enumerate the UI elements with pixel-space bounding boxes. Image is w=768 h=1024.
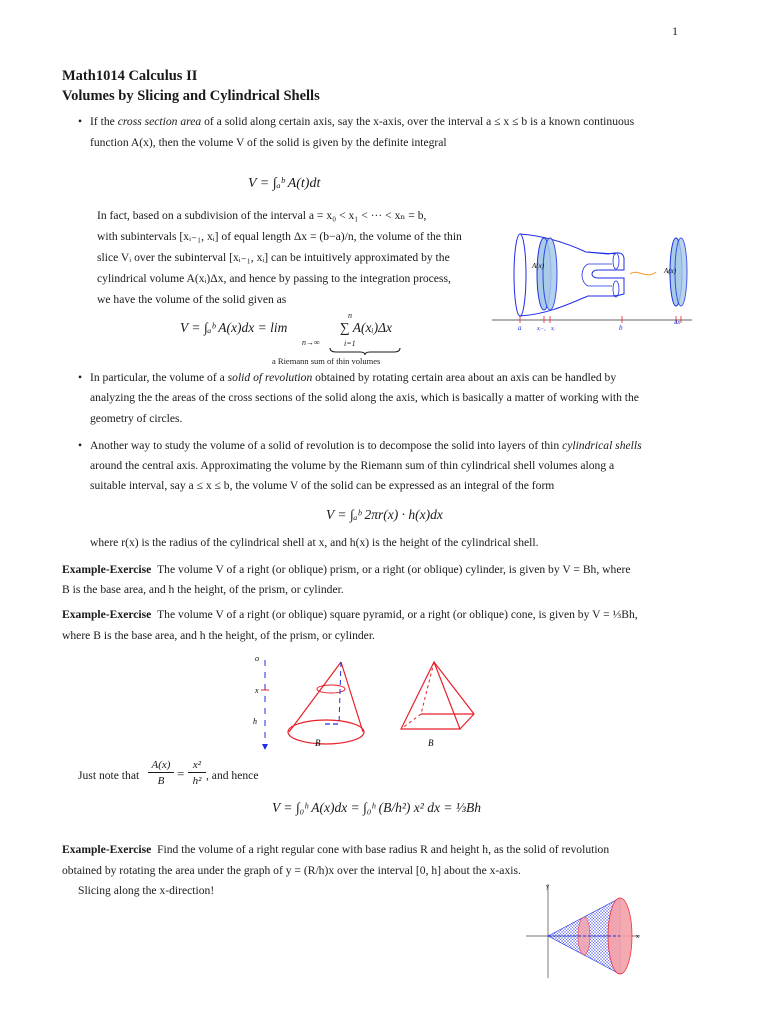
example3-line-2: obtained by rotating the area under the graph of y = (R/h)x over the interval [0, h] about the x-axis. [62, 864, 521, 877]
shells-formula: V = ∫ₐᵇ 2πr(x) · h(x)dx [326, 507, 443, 522]
subdivision-line-5: we have the volume of the solid given as [97, 293, 287, 306]
revolution-line-3: geometry of circles. [90, 412, 183, 425]
pyramid-base-label: B [428, 738, 434, 748]
example1-line-2: B is the base area, and h the height, of the prism, or cylinder. [62, 583, 344, 596]
note-frac2-den: h² [192, 775, 202, 787]
shells-line-1 [90, 436, 682, 456]
intro-formula: V = ∫ₐᵇ A(t)dt [248, 176, 321, 191]
note-frac-den: B [157, 775, 165, 787]
riemann-sum-top: n [348, 311, 352, 320]
slice-label-ax-right: A(x) [664, 267, 677, 275]
isolated-slice-back [675, 238, 687, 306]
subdivision-line-1: In fact, based on a subdivision of the interval a = x₀ < x₁ < ··· < xₙ = b, [97, 209, 427, 222]
upper-tube-end [613, 253, 619, 269]
example1-text: The volume V of a right (or oblique) prism, or a right (or oblique) cylinder, is given by V = Bh, where [157, 563, 631, 576]
note-text-a: Just note that [78, 769, 140, 782]
intro-text-a: If the [90, 115, 118, 128]
u-bend [582, 264, 588, 286]
cone-base-label: B [315, 738, 321, 748]
cone [288, 662, 364, 744]
subdivision-line-4: cylindrical volume A(xᵢ)Δx, and hence by passing to the integration process, [97, 272, 451, 285]
riemann-sum-bottom: i=1 [344, 339, 356, 348]
subdivision-line-3: slice Vᵢ over the subinterval [xᵢ₋₁, xᵢ] can be intuitively approximated by the [97, 251, 450, 264]
intro-em: cross section area [117, 115, 202, 128]
example3-text: Find the volume of a right regular cone with base radius R and height h, as the solid of revolution [157, 843, 610, 856]
slice-label-ax: A(x) [532, 262, 545, 270]
revolution-text-a: In particular, the volume of a [90, 371, 228, 384]
underbrace-label: a Riemann sum of thin volumes [272, 356, 381, 366]
riemann-limit-sub: n→∞ [302, 338, 320, 347]
shells-line-4: where r(x) is the radius of the cylindrical shell at x, and h(x) is the height of the cylindrical shell. [90, 536, 539, 549]
lower-tube-end [613, 281, 619, 297]
shells-line-3: suitable interval, say a ≤ x ≤ b, the volume V of the solid can be expressed as an integral of the form [90, 479, 555, 492]
note-formula: V = ∫₀ʰ A(x)dx = ∫₀ʰ (B/h²) x² dx = ⅓Bh [272, 800, 481, 815]
example2-line-2: where B is the base area, and h the height, of the prism, or cylinder. [62, 629, 375, 642]
cone3d-label-y: y [546, 884, 549, 890]
intro-text-b: of a solid along certain axis, say the x-axis, over the interval a ≤ x ≤ b is a known continuous [201, 115, 635, 128]
shells-line-2: around the central axis. Approximating the volume by the Riemann sum of thin cylindrical shell volumes along a [90, 459, 615, 472]
orange-link [630, 272, 656, 275]
depth-arrow [262, 744, 268, 750]
example3-line-3: Slicing along the x-direction! [78, 884, 215, 897]
tick-xi: xᵢ [551, 326, 555, 332]
page-number: 1 [672, 24, 678, 38]
example2-line-1 [62, 605, 692, 625]
example2-text: The volume V of a right (or oblique) square pyramid, or a right (or oblique) cone, is given by V = ⅓Bh, [157, 608, 638, 621]
revolution-line-1 [90, 368, 682, 388]
example3-line-1 [62, 840, 692, 860]
solid-left-end [514, 234, 526, 316]
solid-outline [520, 234, 624, 316]
tick-b: b [619, 324, 623, 332]
riemann-formula-lhs: V = ∫ₐᵇ A(x)dx = lim [180, 320, 288, 335]
cone-pyramid-figure [245, 652, 485, 752]
tick-xi1: xᵢ₋₁ [537, 326, 546, 332]
example2-label: Example-Exercise [62, 608, 152, 621]
example1-line-1 [62, 560, 692, 580]
course-title: Math1014 Calculus II [62, 68, 198, 84]
example1-label: Example-Exercise [62, 563, 152, 576]
note-frac-num: A(x) [148, 758, 174, 773]
shells-bullet: • [78, 439, 83, 452]
title-block [62, 66, 320, 106]
tick-a: a [518, 324, 522, 332]
revolution-em: solid of revolution [227, 371, 313, 384]
underbrace [328, 346, 402, 356]
slice-solid-figure [488, 224, 698, 334]
riemann-sum: ∑ A(xᵢ)Δx [340, 320, 393, 335]
cone-label-x: x [255, 686, 259, 695]
cone3d-label-x: x [636, 934, 639, 940]
revolution-bullet: • [78, 371, 83, 384]
intro-line-1 [90, 112, 682, 132]
cone-label-h: h [253, 717, 257, 726]
cone-label-o: o [255, 654, 259, 663]
slice-disk-back [543, 238, 557, 310]
example3-label: Example-Exercise [62, 843, 152, 856]
revolution-line-2: analyzing the the areas of the cross sections of the solid along the axis, which is basically a matter of working with the [90, 391, 639, 404]
topic-title: Volumes by Slicing and Cylindrical Shells [62, 88, 320, 104]
subdivision-line-2: with subintervals [xᵢ₋₁, xᵢ] of equal length Δx = (b−a)/n, the volume of the thin [97, 230, 462, 243]
shells-em: cylindrical shells [562, 439, 642, 452]
tick-dx: Δx [674, 320, 681, 326]
intro-bullet: • [78, 115, 83, 128]
pyramid [401, 662, 474, 729]
note-text-b: , and hence [206, 769, 259, 782]
revolution-text-b: obtained by rotating certain area about an axis can be handled by [312, 371, 617, 384]
cone-3d-figure [520, 878, 650, 983]
shells-text-a: Another way to study the volume of a solid of revolution is to decompose the solid into layers of thin [90, 439, 563, 452]
intro-line-2: function A(x), then the volume V of the solid is given by the definite integral [90, 136, 447, 149]
note-frac2-num: x² [188, 758, 206, 773]
note-eq: = [177, 766, 185, 781]
